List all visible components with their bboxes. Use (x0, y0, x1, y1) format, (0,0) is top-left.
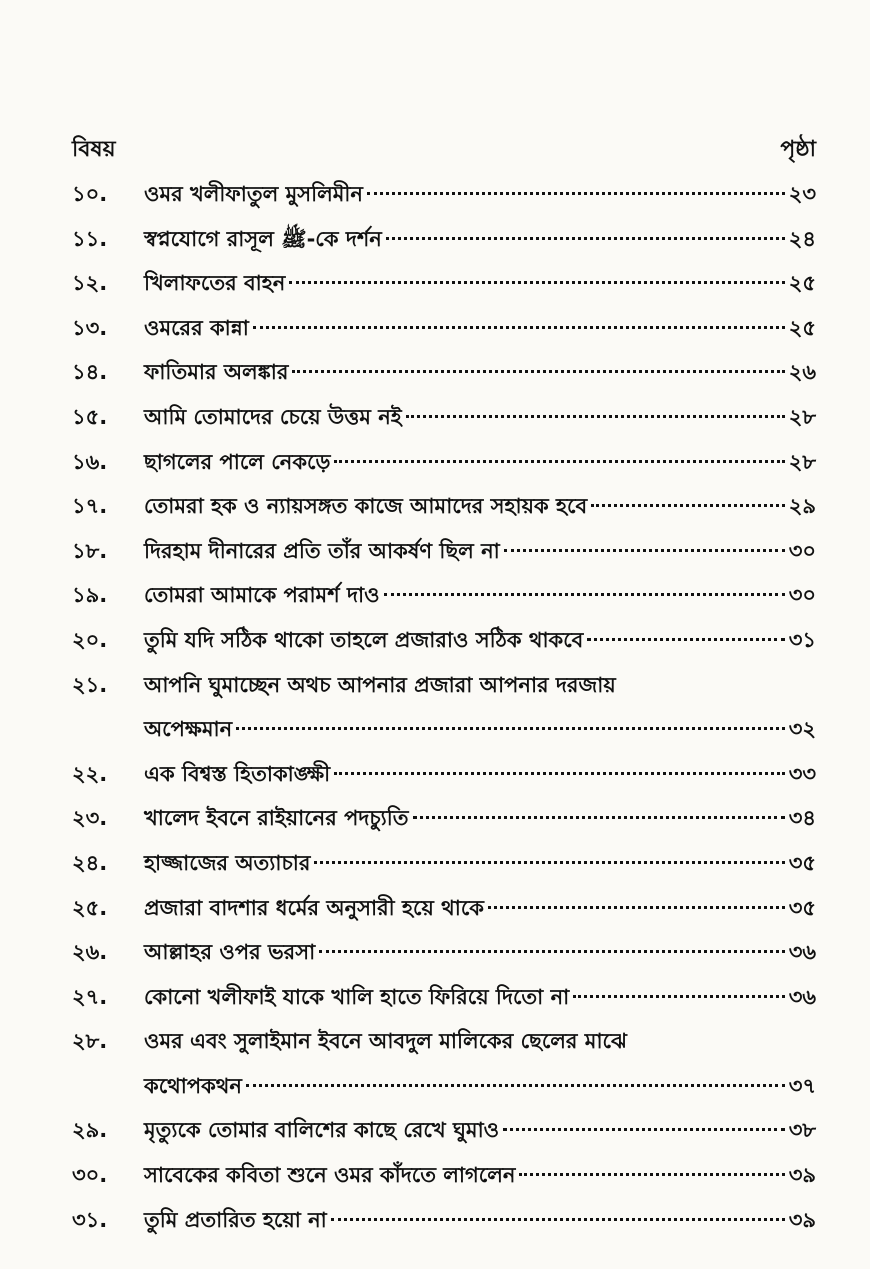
entry-number: ১৪. (72, 360, 108, 385)
toc-entry (72, 618, 816, 663)
entry-title: তুমি প্রতারিত হয়ো না (144, 1207, 327, 1232)
entry-body (144, 618, 816, 663)
entry-line (144, 796, 816, 841)
toc-entry (72, 573, 816, 618)
entry-page-number: ২৩ (788, 182, 816, 206)
entry-title: তোমরা আমাকে পরামর্শ দাও (144, 583, 380, 608)
entry-title: স্বপ্নযোগে রাসূল ﷺ-কে দর্শন (144, 226, 382, 251)
entry-page-number: ২৮ (788, 404, 816, 429)
entry-body (144, 886, 816, 931)
toc-entry (72, 217, 816, 262)
dot-leader (413, 816, 785, 819)
dot-leader (246, 1084, 785, 1087)
entry-line (144, 975, 816, 1020)
toc-entry (72, 440, 816, 485)
entry-number: ৩০. (72, 1163, 108, 1188)
entry-line (144, 217, 816, 262)
dot-leader (591, 504, 785, 507)
entry-body (144, 1153, 816, 1198)
entry-number: ২২. (72, 761, 108, 786)
entry-line (144, 172, 816, 217)
entry-page-number: ২৫ (788, 271, 816, 296)
entry-body (144, 930, 816, 975)
entry-line (144, 484, 816, 529)
toc-entry (72, 841, 816, 886)
toc-entry (72, 663, 816, 752)
entry-title: ওমরের কান্না (144, 315, 249, 340)
entry-body (144, 1198, 816, 1243)
entry-line (144, 261, 816, 306)
entry-line (144, 350, 816, 395)
dot-leader (384, 593, 785, 596)
dot-leader (319, 950, 785, 953)
toc-entry (72, 796, 816, 841)
entry-title: আল্লাহর ওপর ভরসা (144, 940, 316, 965)
entry-page-number: ২৮ (788, 449, 816, 474)
entry-number: ২৭. (72, 984, 108, 1009)
entry-line (144, 930, 816, 975)
entry-line (144, 707, 816, 752)
entry-number: ১২. (72, 271, 108, 296)
entry-line (144, 841, 816, 886)
entry-body (144, 529, 816, 574)
entry-title: ওমর খলীফাতুল মুসলিমীন (144, 182, 363, 206)
entry-body (144, 663, 816, 752)
entry-title-first-line: আপনি ঘুমাচ্ছেন অথচ আপনার প্রজারা আপনার দরজায় (144, 672, 616, 697)
entry-number: ২৩. (72, 806, 108, 831)
entry-number: ৩১. (72, 1207, 108, 1232)
entry-page-number: ৩৩ (788, 761, 816, 786)
entry-line (144, 1153, 816, 1198)
entry-page-number: ৩১ (788, 627, 816, 652)
entry-title-first-line: ওমর এবং সুলাইমান ইবনে আবদুল মালিকের ছেলের মাঝে (144, 1029, 627, 1054)
topic-heading: বিষয় (72, 137, 116, 162)
entry-title: খিলাফতের বাহন (144, 271, 286, 296)
entry-number: ২৯. (72, 1118, 108, 1143)
dot-leader (334, 460, 784, 463)
dot-leader (573, 995, 784, 998)
entry-number: ১৯. (72, 583, 108, 608)
toc-entry (72, 752, 816, 797)
dot-leader (236, 727, 785, 730)
entry-page-number: ২৫ (788, 315, 816, 340)
entry-number: ১৭. (72, 494, 108, 519)
toc-entry (72, 172, 816, 217)
entry-line (144, 618, 816, 663)
entry-body (144, 1108, 816, 1153)
entry-line (144, 573, 816, 618)
entry-title: অপেক্ষমান (144, 717, 233, 742)
toc-entry (72, 529, 816, 574)
entry-number: ২৬. (72, 940, 108, 965)
toc-entry (72, 1019, 816, 1108)
dot-leader (367, 192, 785, 195)
dot-leader (292, 370, 784, 373)
entry-body (144, 440, 816, 485)
entry-body (144, 573, 816, 618)
entry-body (144, 484, 816, 529)
entry-line (144, 752, 816, 797)
dot-leader (488, 906, 785, 909)
entry-title: আমি তোমাদের চেয়ে উত্তম নই (144, 404, 402, 429)
toc-list (72, 172, 816, 1242)
entry-page-number: ৩৬ (788, 984, 816, 1009)
entry-line (144, 395, 816, 440)
dot-leader (519, 1173, 784, 1176)
entry-title: ফাতিমার অলঙ্কার (144, 360, 289, 385)
toc-entry (72, 261, 816, 306)
dot-leader (253, 326, 785, 329)
entry-body (144, 1019, 816, 1108)
entry-body (144, 306, 816, 351)
entry-number: ১০. (72, 182, 108, 206)
toc-entry (72, 886, 816, 931)
dot-leader (587, 638, 784, 641)
entry-line (144, 529, 816, 574)
entry-title: কথোপকথন (144, 1073, 242, 1098)
entry-page-number: ২৪ (788, 226, 816, 251)
entry-body (144, 395, 816, 440)
entry-body (144, 350, 816, 395)
entry-number: ২০. (72, 627, 108, 652)
toc-entry (72, 1198, 816, 1243)
entry-title: প্রজারা বাদশার ধর্মের অনুসারী হয়ে থাকে (144, 895, 484, 920)
entry-page-number: ৩৫ (788, 895, 816, 920)
entry-page-number: ৩৯ (788, 1163, 816, 1188)
entry-page-number: ৩০ (788, 583, 816, 608)
entry-title: খালেদ ইবনে রাইয়ানের পদচ্যুতি (144, 806, 409, 831)
toc-entry (72, 306, 816, 351)
toc-entry (72, 350, 816, 395)
entry-title: হাজ্জাজের অত্যাচার (144, 850, 311, 875)
dot-leader (314, 861, 784, 864)
toc-entry (72, 930, 816, 975)
entry-line (144, 440, 816, 485)
entry-body (144, 841, 816, 886)
entry-body (144, 172, 816, 217)
entry-page-number: ২৬ (788, 360, 816, 385)
toc-entry (72, 484, 816, 529)
entry-title: তোমরা হক ও ন্যায়সঙ্গত কাজে আমাদের সহায়ক হবে (144, 494, 588, 519)
dot-leader (504, 549, 785, 552)
entry-number: ২৮. (72, 1029, 108, 1054)
entry-body (144, 752, 816, 797)
entry-title: মৃত্যুকে তোমার বালিশের কাছে রেখে ঘুমাও (144, 1118, 500, 1143)
entry-line (144, 1064, 816, 1109)
dot-leader (503, 1128, 785, 1131)
entry-page-number: ৩৫ (788, 850, 816, 875)
toc-entry (72, 1108, 816, 1153)
page-heading: পৃষ্ঠা (780, 137, 816, 162)
entry-number: ২৫. (72, 895, 108, 920)
toc-entry (72, 975, 816, 1020)
entry-number: ১৮. (72, 538, 108, 563)
entry-body (144, 261, 816, 306)
entry-body (144, 217, 816, 262)
toc-entry (72, 1153, 816, 1198)
entry-page-number: ৩০ (788, 538, 816, 563)
toc-entry (72, 395, 816, 440)
entry-number: ১৫. (72, 404, 108, 429)
entry-line (144, 306, 816, 351)
entry-body (144, 975, 816, 1020)
entry-number: ১১. (72, 226, 108, 251)
entry-page-number: ৩৬ (788, 940, 816, 965)
entry-page-number: ৩২ (788, 717, 816, 742)
entry-number: ১৩. (72, 315, 108, 340)
entry-title: কোনো খলীফাই যাকে খালি হাতে ফিরিয়ে দিতো না (144, 984, 570, 1009)
entry-page-number: ৩৪ (788, 806, 816, 831)
dot-leader (289, 281, 784, 284)
dot-leader (386, 237, 785, 240)
entry-page-number: ২৯ (788, 494, 816, 519)
entry-title: ছাগলের পালে নেকড়ে (144, 449, 331, 474)
entry-title: এক বিশ্বস্ত হিতাকাঙ্ক্ষী (144, 761, 331, 786)
entry-title: দিরহাম দীনারের প্রতি তাঁর আকর্ষণ ছিল না (144, 538, 500, 563)
dot-leader (334, 772, 785, 775)
dot-leader (406, 415, 785, 418)
entry-body (144, 796, 816, 841)
entry-line (144, 886, 816, 931)
entry-number: ২১. (72, 672, 108, 697)
dot-leader (331, 1218, 785, 1221)
entry-title: তুমি যদি সঠিক থাকো তাহলে প্রজারাও সঠিক থাকবে (144, 627, 584, 652)
entry-number: ২৪. (72, 850, 108, 875)
entry-title: সাবেকের কবিতা শুনে ওমর কাঁদতে লাগলেন (144, 1163, 516, 1188)
entry-page-number: ৩৮ (788, 1118, 816, 1143)
entry-number: ১৬. (72, 449, 108, 474)
entry-page-number: ৩৭ (788, 1073, 816, 1098)
toc-header (72, 132, 816, 169)
entry-line (144, 1108, 816, 1153)
entry-page-number: ৩৯ (788, 1207, 816, 1232)
entry-line (144, 1198, 816, 1243)
